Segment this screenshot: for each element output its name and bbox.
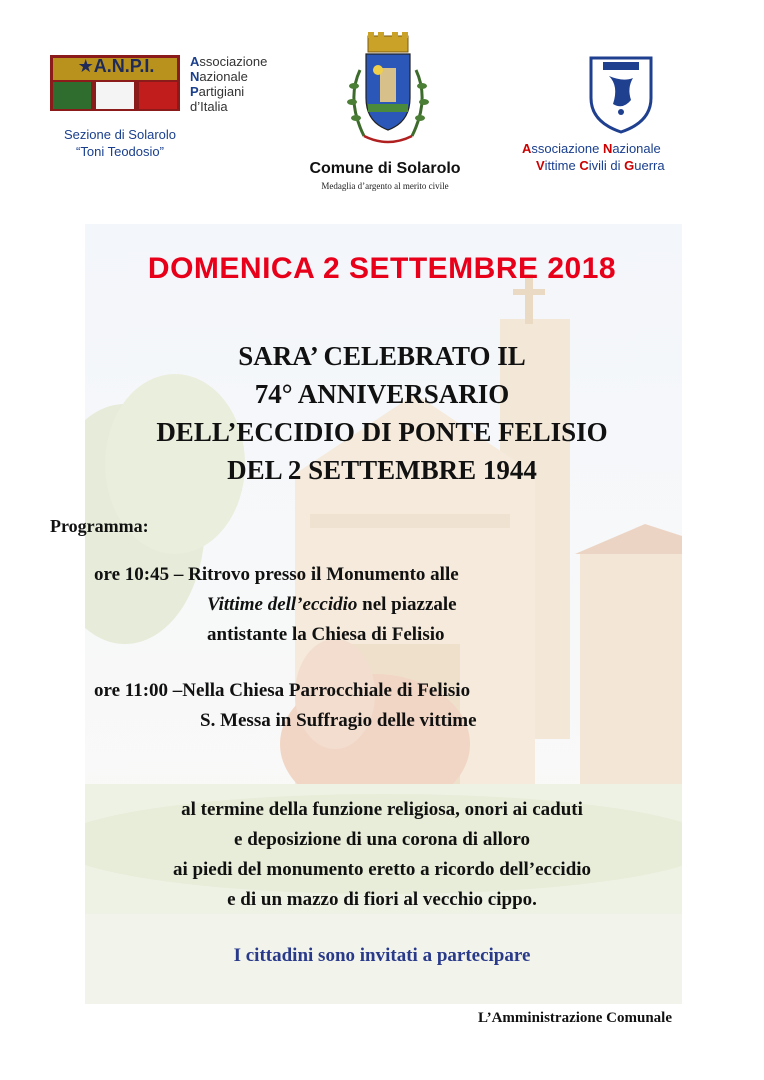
comune-subtitle: Medaglia d’argento al merito civile [321,181,449,191]
anvcg-cap-a: A [522,141,532,156]
closing-line-2: e deposizione di una corona di alloro [234,829,530,850]
closing-line-4: e di un mazzo di fiori al vecchio cippo. [227,889,537,910]
anvcg-line1-a: ssociazione [531,141,603,156]
comune-crest-icon [338,30,438,152]
program-item-1-line-1: ore 10:45 – Ritrovo presso il Monumento alle [94,564,459,585]
closing-paragraph [0,795,764,915]
headline-line-3: DELL’ECCIDIO DI PONTE FELISIO [156,417,608,447]
headline-line-4: DEL 2 SETTEMBRE 1944 [227,455,537,485]
anpi-cap-a: A [190,54,200,69]
anvcg-cap-v: V [536,158,545,173]
anvcg-cap-n: N [602,141,613,156]
closing-line-3: ai piedi del monumento eretto a ricordo dell’eccidio [172,859,592,880]
anpi-cap-n: N [190,69,200,84]
anvcg-cap-g: G [624,158,635,173]
program-item-1-line-2-rest: nel piazzale [357,594,457,615]
program-item-1-italic: Vittime dell’eccidio [207,594,358,615]
anvcg-line1-b: azionale [612,141,661,156]
program-item-2-line-2: S. Messa in Suffragio delle vittime [200,710,477,731]
event-date-title: DOMENICA 2 SETTEMBRE 2018 [147,252,617,285]
invitation-text: I cittadini sono invitati a partecipare [233,945,531,966]
headline-line-2: 74° ANNIVERSARIO [254,379,510,409]
program-item-2-line-1: ore 11:00 –Nella Chiesa Parrocchiale di Felisio [94,680,471,701]
anpi-word-4: d’Italia [190,99,228,114]
anvcg-logo [583,52,659,136]
anpi-association-name [190,54,267,114]
anpi-word-3: artigiani [198,84,245,99]
anvcg-line2-c: uerra [634,158,665,173]
program-item-1-line-2 [94,590,459,620]
anvcg-line2-b: ivili di [588,158,625,173]
anpi-section-name: “Toni Teodosio” [76,144,164,159]
anpi-section [40,126,200,160]
anvcg-association-name [522,140,722,174]
signature: L’Amministrazione Comunale [477,1010,672,1026]
headline [0,337,764,489]
comune-title: Comune di Solarolo [309,160,461,177]
headline-line-1: SARA’ CELEBRATO IL [238,341,526,371]
closing-line-1: al termine della funzione religiosa, onori ai caduti [181,799,583,820]
anpi-cap-p: P [190,84,199,99]
anpi-logo [50,55,180,111]
program-item-2 [94,676,477,736]
anvcg-line2-a: ittime [544,158,580,173]
anvcg-cap-c: C [579,158,589,173]
program-item-1 [94,560,459,650]
program-item-1-line-3: antistante la Chiesa di Felisio [207,624,445,645]
anpi-word-2: azionale [199,69,248,84]
anpi-section-label: Sezione di Solarolo [63,127,177,142]
anpi-logo-text: ★A.N.P.I. [77,56,155,76]
anpi-word-1: ssociazione [199,54,268,69]
program-label: Programma: [50,516,149,536]
